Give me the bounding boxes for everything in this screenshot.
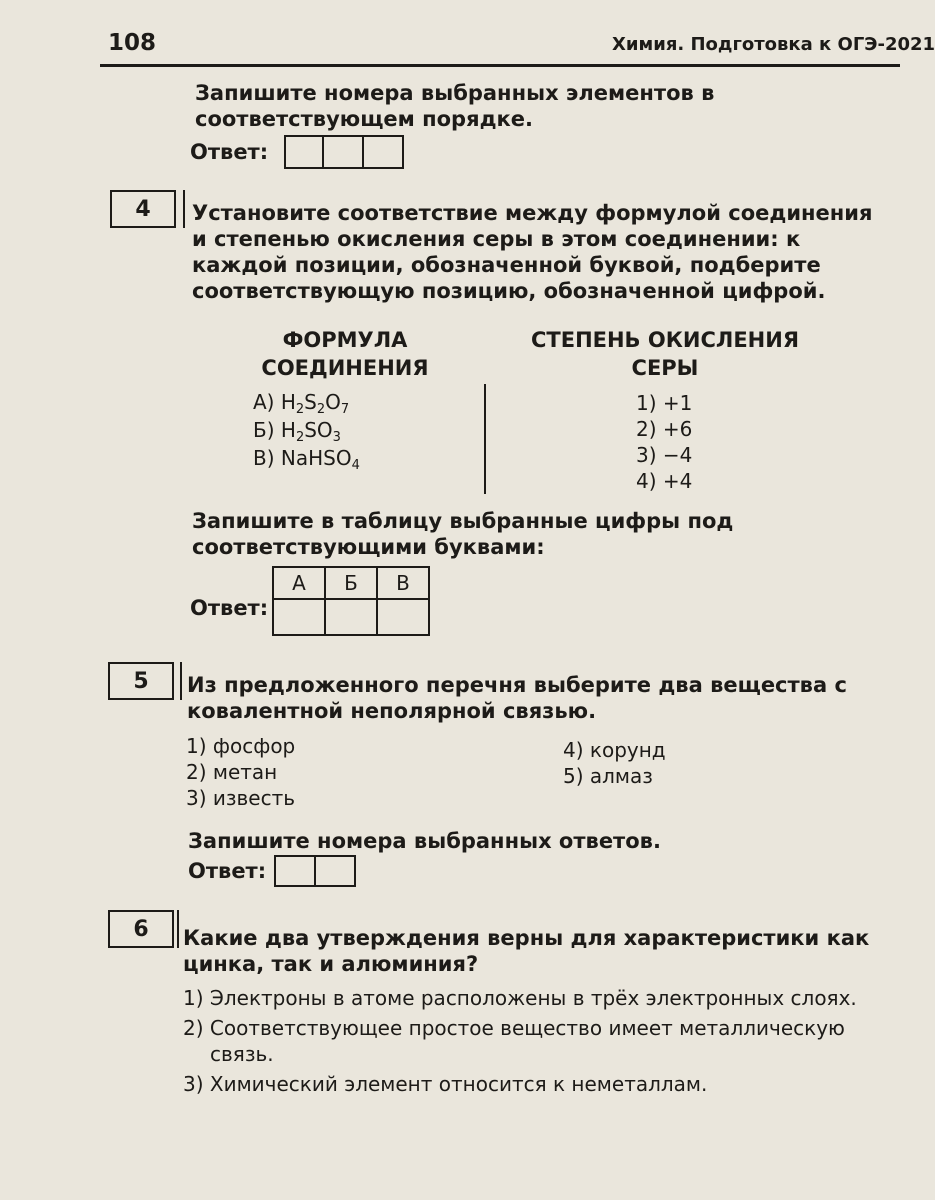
table-instruction: Запишите в таблицу выбранные цифры под соответствующими буквами: (192, 509, 734, 559)
answer-cell[interactable] (284, 135, 324, 169)
answer-cell[interactable] (314, 855, 356, 887)
formula-list (253, 388, 360, 472)
answer-cell-b[interactable] (325, 599, 377, 635)
q5-option-1: 1) фосфор (186, 734, 296, 758)
q5-options-left (186, 733, 295, 811)
oxidation-options (636, 390, 692, 494)
q5-option-2: 2) метан (186, 760, 278, 784)
formula-a: А) $H_2S_2O_7$ (253, 390, 350, 417)
book-title: Химия. Подготовка к ОГЭ-2021 (612, 34, 935, 55)
answer-label: Ответ: (188, 859, 267, 883)
answer-cells (286, 135, 404, 169)
q6-options (183, 985, 888, 1097)
formula-column-header (245, 326, 445, 382)
column-divider (484, 384, 486, 494)
letter-b: Б (325, 567, 377, 599)
answer-cell[interactable] (362, 135, 404, 169)
q6-option-1: 1) Электроны в атоме расположены в трёх электронных слоях. (183, 986, 857, 1010)
answer-cells (276, 855, 356, 887)
letter-a: А (273, 567, 325, 599)
question-number-4: 4 (110, 190, 176, 228)
question-number-5: 5 (108, 662, 174, 700)
page-number: 108 (108, 30, 157, 56)
oxidation-header-line1: СТЕПЕНЬ ОКИСЛЕНИЯ (530, 328, 799, 352)
letter-c: В (377, 567, 429, 599)
answer-cell[interactable] (274, 855, 316, 887)
q5-option-5: 5) алмаз (563, 764, 653, 788)
q4-answer-label: Ответ: (190, 596, 269, 620)
number-separator (183, 190, 185, 228)
carryover-instruction: Запишите номера выбранных элементов в соответствующем порядке. (195, 81, 715, 131)
formula-b: Б) $H_2SO_3$ (253, 418, 341, 445)
number-separator (180, 662, 182, 700)
q5-option-4: 4) корунд (563, 738, 666, 762)
q6-option-2: 2) Соответствующее простое вещество имеет металлическую связь. (183, 1016, 845, 1066)
carryover-answer (190, 135, 404, 169)
header-divider (100, 64, 900, 67)
question-number-6: 6 (108, 910, 174, 948)
answer-cell-a[interactable] (273, 599, 325, 635)
oxidation-column-header (500, 326, 830, 382)
answer-cell[interactable] (322, 135, 364, 169)
q5-option-3: 3) известь (186, 786, 296, 810)
q5-instruction: Запишите номера выбранных ответов. (188, 829, 661, 853)
answer-cell-c[interactable] (377, 599, 429, 635)
oxidation-option-1: 1) +1 (636, 391, 693, 415)
oxidation-option-2: 2) +6 (636, 417, 693, 441)
formula-header-line1: ФОРМУЛА (282, 328, 408, 352)
oxidation-option-4: 4) +4 (636, 469, 693, 493)
question-6-text: Какие два утверждения верны для характеристики как цинка, так и алюминия? (183, 926, 870, 976)
q5-answer (188, 855, 356, 887)
oxidation-option-3: 3) −4 (636, 443, 693, 467)
question-5-text: Из предложенного перечня выберите два вещества с ковалентной неполярной связью. (187, 673, 847, 723)
number-separator (177, 910, 179, 948)
question-4-text: Установите соответствие между формулой соединения и степенью окисления серы в этом соединении: к каждой позиции, обозначенной буквой, подберите соответствующую позицию, обозначенной цифрой. (192, 201, 873, 303)
formula-header-line2: СОЕДИНЕНИЯ (261, 356, 429, 380)
q6-option-3: 3) Химический элемент относится к неметаллам. (183, 1072, 708, 1096)
q4-answer-table (272, 566, 430, 636)
formula-c: В) NaHSO$_4$ (253, 446, 360, 473)
q5-options-right (563, 737, 666, 789)
answer-label: Ответ: (190, 140, 269, 164)
oxidation-header-line2: СЕРЫ (631, 356, 699, 380)
